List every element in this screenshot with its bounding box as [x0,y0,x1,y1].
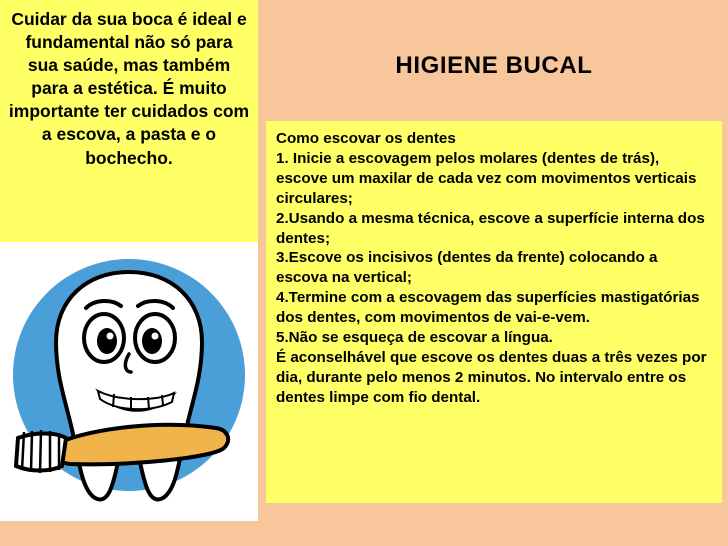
content-line-6: É aconselhável que escove os dentes duas a três vezes por dia, durante pelo menos 2 minutos. No intervalo entre os dentes limpe com fio dental. [276,348,707,406]
tooth-illustration [0,242,258,521]
tooth-toothbrush-icon [0,242,258,521]
content-line-5: 5.Não se esqueça de escovar a língua. [276,329,553,347]
content-line-2: 2.Usando a mesma técnica, escove a superfície interna dos dentes; [276,209,705,247]
content-box [266,121,722,503]
intro-paragraph: Cuidar da sua boca é ideal e fundamental não só para sua saúde, mas também para a estética. É muito importante ter cuidados com a escova, a pasta e o bochecho. [8,9,250,168]
page-title: HIGIENE BUCAL [395,52,593,79]
content-line-1: 1. Inicie a escovagem pelos molares (dentes de trás), escove um maxilar de cada vez com movimentos verticais circulares; [276,149,697,207]
intro-text-box [0,0,258,242]
content-line-4: 4.Termine com a escovagem das superfícies mastigatórias dos dentes, com movimentos de vai-e-vem. [276,289,700,327]
content-heading: Como escovar os dentes [276,130,456,147]
left-column [0,0,258,546]
content-line-3: 3.Escove os incisivos (dentes da frente) colocando a escova na vertical; [276,249,658,287]
